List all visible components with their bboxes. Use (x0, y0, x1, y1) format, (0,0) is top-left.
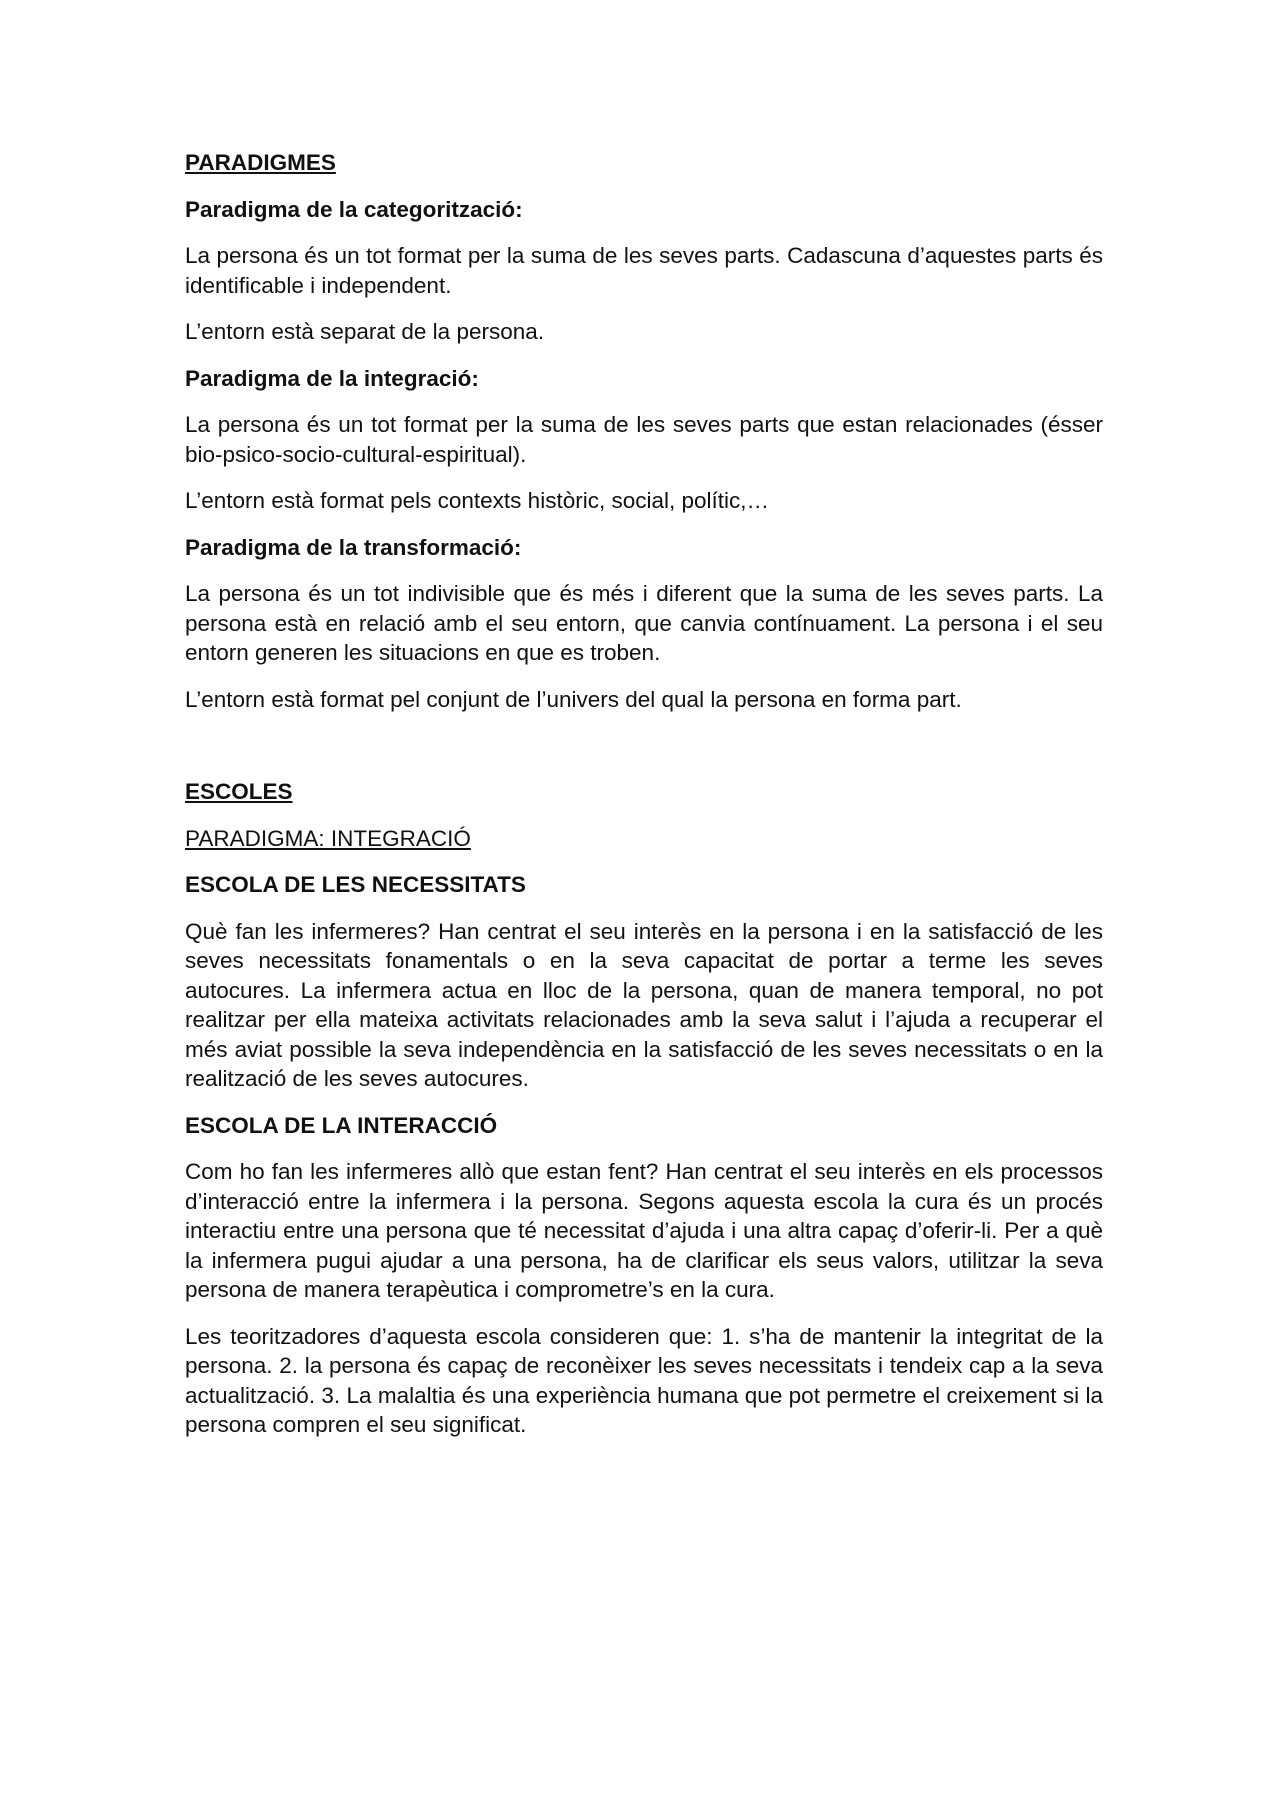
paragraph: Què fan les infermeres? Han centrat el seu interès en la persona i en la satisfacció de les seves necessitats fonamentals o en la seva capacitat de portar a terme les seves autocures. La infermera actua en lloc de la persona, quan de manera temporal, no pot realitzar per ella mateixa activitats relacionades amb la seva salut i l’ajuda a recuperar el més aviat possible la seva independència en la satisfacció de les seves necessitats o en la realització de les seves autocures. (185, 918, 1103, 1091)
paragraph: Com ho fan les infermeres allò que estan fent? Han centrat el seu interès en els processos d’interacció entre la infermera i la persona. Segons aquesta escola la cura és un procés interactiu entre una persona que té necessitat d’ajuda i una altra capaç d’oferir-li. Per a què la infermera pugui ajudar a una persona, ha de clarificar els seus valors, utilitzar la seva persona de manera terapèutica i comprometre’s en la cura. (185, 1159, 1103, 1302)
heading-paradigma-integracio: Paradigma de la integració: (185, 365, 479, 391)
heading-escola-necessitats: ESCOLA DE LES NECESSITATS (185, 872, 526, 897)
section-title-escoles: ESCOLES (185, 779, 293, 804)
paragraph: L’entorn està format pels contexts històric, social, polític,… (185, 488, 770, 513)
heading-paradigma-categoritzacio: Paradigma de la categorització: (185, 196, 523, 222)
paragraph: L’entorn està separat de la persona. (185, 319, 545, 344)
paragraph: La persona és un tot indivisible que és més i diferent que la suma de les seves parts. La persona està en relació amb el seu entorn, que canvia contínuament. La persona i el seu entorn generen les situacions en que es troben. (185, 581, 1103, 665)
heading-paradigma-transformacio: Paradigma de la transformació: (185, 534, 522, 560)
paradigm-label: PARADIGMA: INTEGRACIÓ (185, 825, 471, 851)
paragraph: La persona és un tot format per la suma de les seves parts. Cadascuna d’aquestes parts és identificable i independent. (185, 243, 1103, 298)
document-page (185, 148, 1103, 1457)
paragraph: L’entorn està format pel conjunt de l’univers del qual la persona en forma part. (185, 686, 962, 712)
section-spacer (185, 731, 1103, 777)
heading-escola-interaccio: ESCOLA DE LA INTERACCIÓ (185, 1112, 498, 1138)
paragraph: Les teoritzadores d’aquesta escola consideren que: 1. s’ha de mantenir la integritat de la persona. 2. la persona és capaç de reconèixer les seves necessitats i tendeix cap a la seva actualització. 3. La malaltia és una experiència humana que pot permetre el creixement si la persona compren el seu significat. (185, 1323, 1103, 1437)
paragraph: La persona és un tot format per la suma de les seves parts que estan relacionades (ésser bio-psico-socio-cultural-espiritual). (185, 412, 1103, 467)
section-title-paradigmes: PARADIGMES (185, 150, 336, 175)
